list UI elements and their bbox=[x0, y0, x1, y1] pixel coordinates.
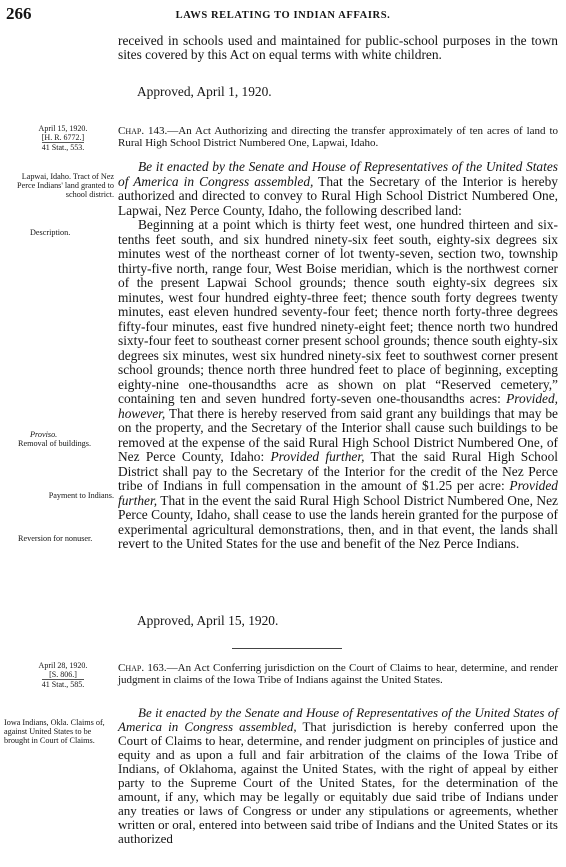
approved-april-1: Approved, April 1, 1920. bbox=[137, 84, 272, 99]
chap163-heading bbox=[118, 662, 558, 686]
continuation-paragraph: received in schools used and maintained for public-school purposes in the town sites covered by this Act on equal terms with white children. bbox=[118, 33, 558, 62]
chap143-date: April 15, 1920. bbox=[38, 124, 88, 133]
margin-note-description: Description. bbox=[30, 228, 71, 237]
margin-note-payment: Payment to Indians. bbox=[48, 491, 114, 500]
section-divider bbox=[232, 648, 342, 649]
chap163-enacting-rest: That jurisdiction is hereby conferred upon the Court of Claims to hear, determine, and render judgment on principles of justice and equity and as upon a full and fair arbitration of the claims of the Iowa Tribe of Indians, of Oklahoma, against the United States, with the right of appeal by either party to the Supreme Court of the United States, for the determination of the amount, if any, which may be legally or equitably due said tribe of Indians under any treaties or laws of Congress or under any stipulations or agreements, whether written or oral, entered into between said tribe of Indians and the United States or its authorized bbox=[118, 719, 558, 846]
margin-note-iowa: Iowa Indians, Okla. Claims of, against United States to be brought in Court of Claims. bbox=[4, 718, 105, 746]
chap143-proviso-rest: That there is hereby reserved from said grant any buildings that may be on the property, and the Secretary of the Interior shall cause such buildings to be removed at the expense of the said Rural High School District Numbered One, of Nez Perce County, Idaho: bbox=[118, 405, 558, 464]
chap163-enacting-italic: Be it enacted by the Senate and House of Representatives of the United States of America in Congress assembled, bbox=[118, 705, 558, 734]
margin-note-reversion: Reversion for nonuser. bbox=[18, 534, 93, 543]
approved-april-15: Approved, April 15, 1920. bbox=[137, 613, 279, 628]
chap163-citation bbox=[14, 662, 112, 690]
margin-note-proviso: Proviso. bbox=[30, 430, 58, 439]
chap143-citation bbox=[14, 125, 112, 153]
chap143-stat: 41 Stat., 553. bbox=[41, 143, 85, 153]
running-head: LAWS RELATING TO INDIAN AFFAIRS. bbox=[175, 10, 391, 21]
chap163-title: —An Act Conferring jurisdiction on the Court of Claims to hear, determine, and render judgment in claims of the Iowa Tribe of Indians against the United States. bbox=[118, 662, 559, 686]
chap143-further2-rest: That in the event the said Rural High School District Numbered One, Nez Perce County, Idaho, shall cease to use the lands herein granted for the purpose of experimental agricultural demonstrations, then, and in that event, the lands shall revert to the United States for the use and benefit of the Nez Perce Indians. bbox=[118, 492, 558, 551]
chap143-title: —An Act Authorizing and directing the transfer approximately of ten acres of land to Rural High School District Numbered One, Lapwai, Idaho. bbox=[118, 125, 559, 149]
page-number: 266 bbox=[6, 4, 32, 23]
chap143-description-paragraph bbox=[118, 218, 558, 552]
chap143-heading bbox=[118, 125, 558, 149]
chap143-further1-italic: Provided further, bbox=[270, 449, 365, 464]
chap163-body bbox=[118, 706, 558, 846]
chap143-bill: [H. R. 6772.] bbox=[41, 132, 85, 142]
chap143-further1-rest: That the said Rural High School District shall pay to the Secretary of the Interior for the credit of the Nez Perce tribe of Indians in full compensation in the amount of $1.25 per acre: bbox=[118, 449, 558, 493]
margin-note-removal: Removal of buildings. bbox=[18, 439, 91, 448]
continuation-block bbox=[118, 34, 558, 62]
chap143-proviso-italic: Provided, however, bbox=[118, 391, 558, 421]
margin-note-lapwai: Lapwai, Idaho. Tract of Nez Perce Indians' land granted to school district. bbox=[17, 172, 114, 200]
chap143-enacting-clause bbox=[118, 160, 558, 218]
chap163-enacting-clause bbox=[118, 706, 558, 846]
chap143-enacting-rest: That the Secretary of the Interior is hereby authorized and directed to convey to Rural High School District Numbered One, Lapwai, Nez Perce County, Idaho, the following described land: bbox=[118, 173, 558, 218]
chap163-label: Chap. 163. bbox=[118, 662, 167, 674]
chap143-further2-italic: Provided further, bbox=[118, 478, 558, 508]
chap143-description-text: Beginning at a point which is thirty feet west, one hundred thirteen and six-tenths feet south, and six hundred ninety-six feet south, eighty-six degrees six minutes west of the northeast corner of lot twenty-seven, section two, township thirty-five north, range four, West Boise meridian, which is the northwest corner of the present Lapwai School grounds; thence south eighty-six degrees six minutes, west four hundred eighty-three feet; thence south forty degrees twenty minutes, east eleven hundred seventy-four feet; thence north forty-three degrees fifty-four minutes, east five hundred ninety-eight feet; thence north two hundred sixty-four feet to southeast corner present school grounds; thence south eighty-six degrees six minutes, west six hundred ninety-six feet to southwest corner present school grounds; thence north three hundred feet to place of beginning, excepting eighty-nine one-thousandths acre as shown on plat “Reserved cemetery,” containing ten and seven hundred forty-seven one-thousandths acres: bbox=[118, 217, 558, 406]
chap143-enacting-italic: Be it enacted by the Senate and House of Representatives of the United States of America in Congress assembled, bbox=[118, 159, 558, 189]
chap143-body bbox=[118, 160, 558, 552]
chap163-date: April 28, 1920. bbox=[38, 661, 88, 670]
chap143-label: Chap. 143. bbox=[118, 125, 168, 137]
chap163-stat: 41 Stat., 585. bbox=[41, 680, 85, 690]
chap163-bill: [S. 806.] bbox=[49, 669, 77, 679]
